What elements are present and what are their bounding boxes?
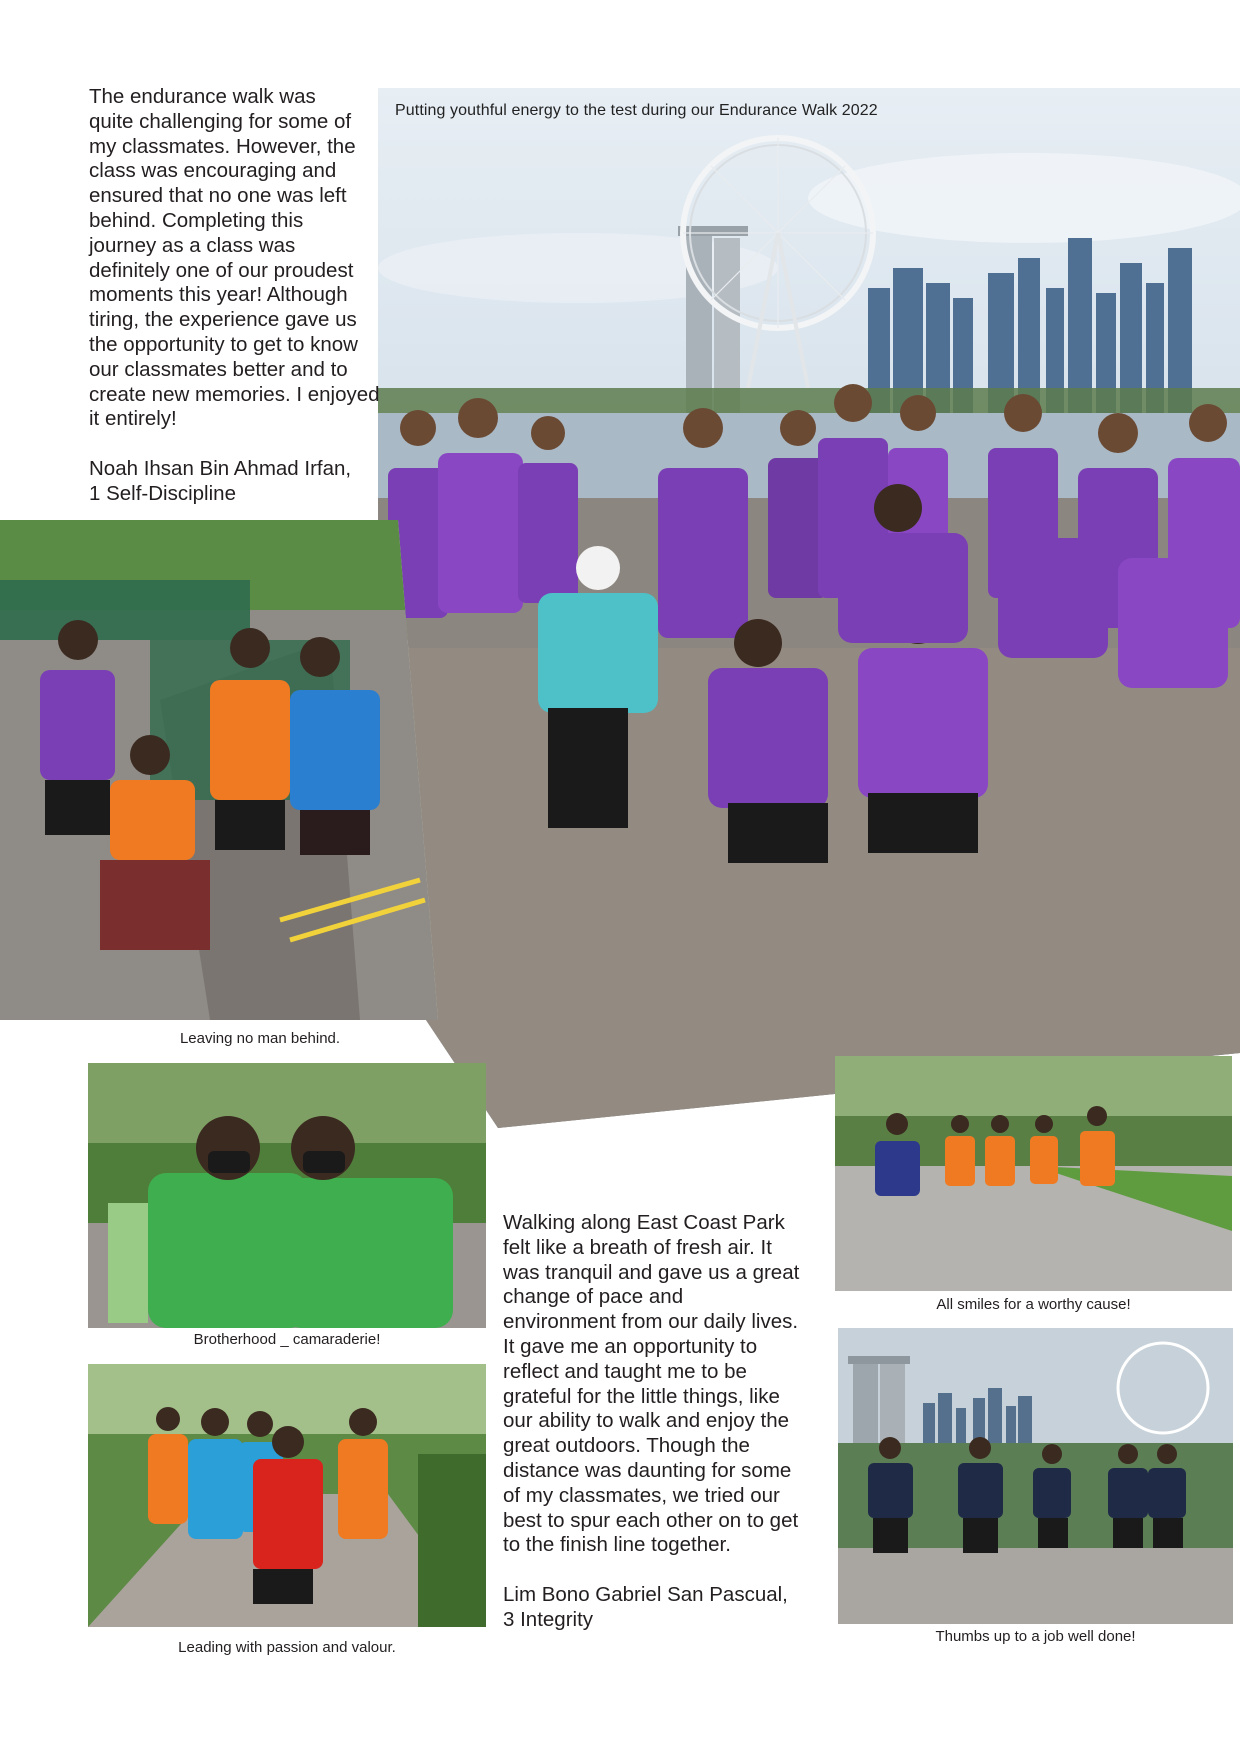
caption-thumbs: Thumbs up to a job well done!	[935, 1628, 1136, 1645]
smiles-photo	[835, 1056, 1232, 1291]
quote-2-author: Lim Bono Gabriel San Pascual, 3 Integrity	[503, 1583, 788, 1631]
quote-1-body: The endurance walk was quite challenging for some of my classmates. However, the class was encouraging and ensured that no one was left behind. Completing this journey as a class was definitely one of our proudest moments this year! Although tiring, the experience gave us the opportunity to get to know our classmates better and to create new memories. I enjoyed it entirely!	[89, 85, 380, 431]
leading-photo	[88, 1364, 486, 1627]
quote-1-author: Noah Ihsan Bin Ahmad Irfan, 1 Self-Discipline	[89, 457, 352, 505]
caption-smiles: All smiles for a worthy cause!	[936, 1296, 1131, 1313]
brotherhood-photo	[88, 1063, 486, 1328]
quote-2-body: Walking along East Coast Park felt like a breath of fresh air. It was tranquil and gave us a great change of pace and environment from our daily lives. It gave me an opportunity to reflect and taught me to be grateful for the little things, like our ability to walk and enjoy the great outdoors. Though the distance was daunting for some of my classmates, we tried our best to spur each other on to get to the finish line together.	[503, 1211, 800, 1557]
thumbs-photo	[838, 1328, 1233, 1624]
caption-brotherhood: Brotherhood _ camaraderie!	[193, 1331, 381, 1348]
caption-wheelchair: Leaving no man behind.	[179, 1030, 341, 1047]
wheelchair-photo	[0, 520, 440, 1020]
hero-photo	[378, 88, 1240, 1128]
caption-leading: Leading with passion and valour.	[178, 1639, 396, 1656]
hero-caption: Putting youthful energy to the test during our Endurance Walk 2022	[395, 102, 878, 119]
